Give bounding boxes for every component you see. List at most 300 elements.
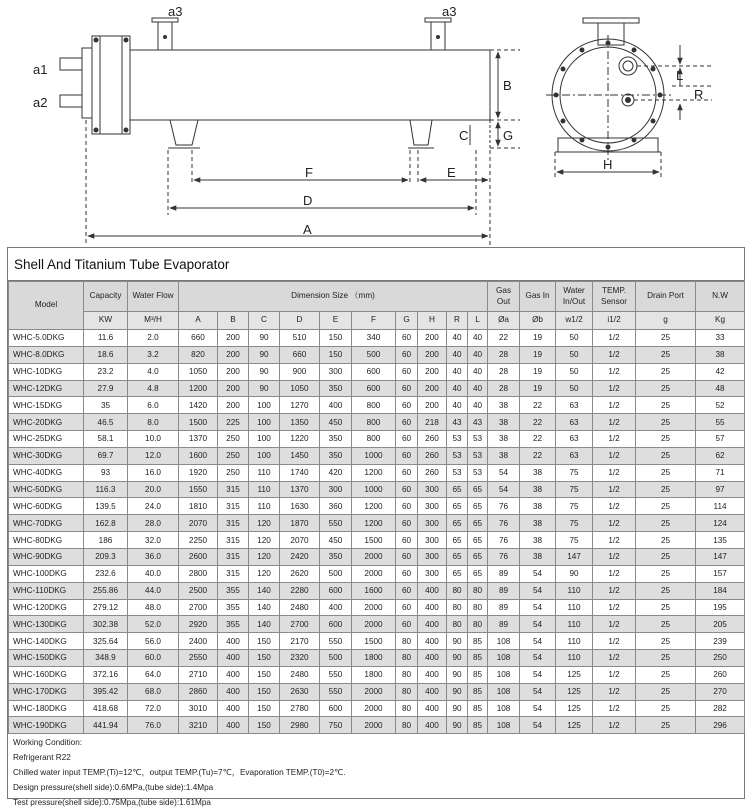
model-cell: WHC-120DKG [9,599,84,616]
table-cell: 90 [249,330,280,347]
table-row [9,565,745,582]
model-cell: WHC-10DKG [9,363,84,380]
table-cell: 90 [447,700,468,717]
model-cell: WHC-150DKG [9,650,84,667]
table-cell: 800 [352,397,396,414]
table-cell: 2000 [352,700,396,717]
table-cell: 57 [696,431,745,448]
subheader-cell: H [418,312,447,330]
subheader-cell: G [396,312,418,330]
table-cell: 550 [320,683,352,700]
table-cell: 40 [447,363,468,380]
table-cell: 500 [352,346,396,363]
table-cell: 108 [488,700,520,717]
label-a1: a1 [33,62,48,77]
table-row [9,717,745,734]
note-line: Refrigerant R22 [13,753,71,763]
table-cell: 125 [556,683,593,700]
table-cell: 1810 [179,498,218,515]
table-cell: 8.0 [128,414,179,431]
table-cell: 3.2 [128,346,179,363]
table-cell: 550 [320,515,352,532]
table-cell: 2000 [352,683,396,700]
table-cell: 38 [520,532,556,549]
table-cell: 108 [488,717,520,734]
table-cell: 10.0 [128,431,179,448]
table-cell: 80 [396,666,418,683]
table-cell: 2700 [179,599,218,616]
header-water-inout: Water In/Out [556,282,593,312]
table-cell: 400 [218,633,249,650]
table-row [9,683,745,700]
table-cell: 750 [320,717,352,734]
table-cell: 40 [468,330,488,347]
table-cell: 63 [556,431,593,448]
table-row [9,599,745,616]
table-cell: 2000 [352,548,396,565]
table-cell: 28 [488,346,520,363]
model-cell: WHC-110DKG [9,582,84,599]
table-cell: 150 [249,700,280,717]
table-cell: 360 [320,498,352,515]
table-cell: 1/2 [593,414,636,431]
table-cell: 300 [418,548,447,565]
header-temp-sensor: TEMP. Sensor [593,282,636,312]
table-row [9,447,745,464]
table-cell: 90 [249,346,280,363]
table-cell: 43 [468,414,488,431]
model-cell: WHC-40DKG [9,464,84,481]
subheader-cell: w1/2 [556,312,593,330]
table-cell: 296 [696,717,745,734]
table-cell: 400 [418,582,447,599]
table-cell: 1/2 [593,515,636,532]
table-cell: 80 [447,616,468,633]
table-body [9,330,745,734]
table-cell: 80 [447,582,468,599]
table-cell: 150 [320,330,352,347]
table-cell: 40 [447,346,468,363]
table-cell: 40 [447,397,468,414]
model-cell: WHC-5.0DKG [9,330,84,347]
table-row [9,481,745,498]
table-cell: 820 [179,346,218,363]
label-E: E [447,165,456,180]
table-cell: 315 [218,548,249,565]
table-cell: 65 [447,548,468,565]
table-cell: 1600 [179,447,218,464]
table-cell: 250 [218,447,249,464]
working-condition-notes [8,734,744,810]
table-cell: 53 [447,464,468,481]
table-cell: 400 [218,700,249,717]
table-cell: 150 [249,633,280,650]
table-cell: 2800 [179,565,218,582]
table-cell: 24.0 [128,498,179,515]
table-cell: 38 [520,498,556,515]
table-cell: 660 [179,330,218,347]
table-cell: 800 [352,431,396,448]
table-cell: 1370 [280,481,320,498]
table-cell: 225 [218,414,249,431]
label-a3-right: a3 [442,4,457,19]
table-cell: 302.38 [84,616,128,633]
table-cell: 1/2 [593,666,636,683]
table-cell: 108 [488,666,520,683]
header-model: Model [9,282,84,330]
table-cell: 54 [520,666,556,683]
table-row [9,363,745,380]
table-cell: 38 [488,414,520,431]
table-cell: 80 [468,616,488,633]
table-cell: 3010 [179,700,218,717]
table-cell: 40.0 [128,565,179,582]
label-A: A [303,222,312,237]
table-cell: 52 [696,397,745,414]
table-cell: 1220 [280,431,320,448]
table-cell: 100 [249,414,280,431]
table-cell: 60 [396,330,418,347]
table-cell: 2480 [280,599,320,616]
table-cell: 205 [696,616,745,633]
table-cell: 260 [418,464,447,481]
table-cell: 315 [218,481,249,498]
table-cell: 1/2 [593,498,636,515]
table-cell: 50 [556,346,593,363]
table-cell: 260 [696,666,745,683]
table-cell: 16.0 [128,464,179,481]
table-cell: 80 [396,650,418,667]
table-cell: 1350 [280,414,320,431]
table-row [9,582,745,599]
table-cell: 140 [249,582,280,599]
table-cell: 22 [520,447,556,464]
table-cell: 60 [396,565,418,582]
table-cell: 25 [636,414,696,431]
table-cell: 2620 [280,565,320,582]
table-cell: 60 [396,380,418,397]
table-cell: 36.0 [128,548,179,565]
table-cell: 184 [696,582,745,599]
table-cell: 1200 [352,498,396,515]
table-cell: 65 [468,565,488,582]
subheader-cell: D [280,312,320,330]
table-cell: 23.2 [84,363,128,380]
table-cell: 1/2 [593,633,636,650]
table-cell: 54 [488,464,520,481]
table-cell: 50 [556,363,593,380]
table-row [9,346,745,363]
table-cell: 38 [520,548,556,565]
model-cell: WHC-50DKG [9,481,84,498]
model-cell: WHC-80DKG [9,532,84,549]
table-cell: 2630 [280,683,320,700]
table-cell: 325.64 [84,633,128,650]
subheader-cell: Kg [696,312,745,330]
table-cell: 355 [218,616,249,633]
table-cell: 3210 [179,717,218,734]
table-cell: 75 [556,481,593,498]
table-cell: 315 [218,532,249,549]
table-cell: 65 [468,498,488,515]
model-cell: WHC-160DKG [9,666,84,683]
table-cell: 550 [320,666,352,683]
table-cell: 270 [696,683,745,700]
model-cell: WHC-25DKG [9,431,84,448]
table-cell: 80 [447,599,468,616]
table-cell: 1/2 [593,717,636,734]
table-cell: 150 [249,666,280,683]
table-cell: 510 [280,330,320,347]
table-row [9,515,745,532]
table-cell: 300 [418,565,447,582]
table-cell: 100 [249,431,280,448]
table-cell: 90 [556,565,593,582]
table-cell: 110 [556,650,593,667]
table-cell: 1/2 [593,616,636,633]
model-cell: WHC-8.0DKG [9,346,84,363]
table-cell: 500 [320,650,352,667]
table-cell: 1450 [280,447,320,464]
table-cell: 19 [520,380,556,397]
table-cell: 200 [418,363,447,380]
table-cell: 28 [488,380,520,397]
table-cell: 660 [280,346,320,363]
table-cell: 100 [249,397,280,414]
table-cell: 90 [249,363,280,380]
table-cell: 55 [696,414,745,431]
table-cell: 65 [447,481,468,498]
table-cell: 1000 [352,447,396,464]
table-cell: 75 [556,464,593,481]
table-row [9,700,745,717]
table-cell: 1200 [352,515,396,532]
table-cell: 1/2 [593,700,636,717]
table-row [9,616,745,633]
table-cell: 600 [320,582,352,599]
table-cell: 85 [468,700,488,717]
model-cell: WHC-30DKG [9,447,84,464]
table-cell: 65 [468,532,488,549]
table-cell: 2780 [280,700,320,717]
label-H: H [603,157,613,172]
table-cell: 33 [696,330,745,347]
table-cell: 75 [556,532,593,549]
table-cell: 25 [636,683,696,700]
table-cell: 2000 [352,616,396,633]
table-cell: 600 [320,616,352,633]
table-cell: 35 [84,397,128,414]
table-cell: 60 [396,464,418,481]
table-cell: 300 [418,532,447,549]
table-cell: 53 [468,464,488,481]
table-cell: 186 [84,532,128,549]
table-cell: 25 [636,380,696,397]
table-cell: 120 [249,532,280,549]
table-cell: 19 [520,330,556,347]
header-gas-in: Gas In [520,282,556,312]
table-cell: 315 [218,498,249,515]
table-cell: 60 [396,346,418,363]
table-cell: 76 [488,548,520,565]
table-title: Shell And Titanium Tube Evaporator [8,248,744,281]
table-cell: 200 [218,397,249,414]
table-cell: 139.5 [84,498,128,515]
table-cell: 209.3 [84,548,128,565]
table-cell: 2250 [179,532,218,549]
table-cell: 260 [418,447,447,464]
label-D: D [303,193,313,208]
table-cell: 80 [396,717,418,734]
subheader-cell: Øb [520,312,556,330]
table-cell: 38 [520,481,556,498]
table-cell: 40 [447,330,468,347]
table-cell: 2070 [179,515,218,532]
table-cell: 85 [468,717,488,734]
table-cell: 250 [218,431,249,448]
table-cell: 25 [636,447,696,464]
table-cell: 1630 [280,498,320,515]
table-cell: 420 [320,464,352,481]
table-cell: 6.0 [128,397,179,414]
table-cell: 282 [696,700,745,717]
table-row [9,633,745,650]
table-cell: 1/2 [593,650,636,667]
label-G: G [503,128,514,143]
table-cell: 450 [320,532,352,549]
model-cell: WHC-12DKG [9,380,84,397]
table-cell: 400 [218,717,249,734]
table-cell: 1/2 [593,346,636,363]
label-F: F [305,165,313,180]
table-cell: 48.0 [128,599,179,616]
table-cell: 19 [520,346,556,363]
table-cell: 18.6 [84,346,128,363]
table-cell: 400 [418,666,447,683]
table-cell: 418.68 [84,700,128,717]
label-R: R [694,87,704,102]
table-cell: 93 [84,464,128,481]
table-cell: 60 [396,397,418,414]
table-cell: 441.94 [84,717,128,734]
table-cell: 60 [396,447,418,464]
table-cell: 65 [447,532,468,549]
table-cell: 300 [320,481,352,498]
table-cell: 22 [520,431,556,448]
table-cell: 1200 [179,380,218,397]
table-cell: 125 [556,700,593,717]
table-cell: 800 [352,414,396,431]
table-cell: 60 [396,363,418,380]
table-cell: 110 [249,464,280,481]
table-cell: 1/2 [593,582,636,599]
table-cell: 11.6 [84,330,128,347]
table-cell: 400 [418,599,447,616]
table-cell: 1050 [179,363,218,380]
table-cell: 2860 [179,683,218,700]
label-a2: a2 [33,95,48,110]
table-cell: 135 [696,532,745,549]
note-line: Design pressure(shell side):0.6MPa,(tube side):1.4Mpa [13,783,214,793]
table-cell: 90 [447,633,468,650]
table-row [9,397,745,414]
table-cell: 53 [447,447,468,464]
table-cell: 162.8 [84,515,128,532]
table-cell: 25 [636,363,696,380]
table-cell: 900 [280,363,320,380]
table-cell: 54 [488,481,520,498]
table-cell: 90 [447,683,468,700]
table-cell: 125 [556,666,593,683]
table-row [9,650,745,667]
table-cell: 200 [418,397,447,414]
table-cell: 340 [352,330,396,347]
label-B: B [503,78,512,93]
table-cell: 65 [447,515,468,532]
subheader-cell: g [636,312,696,330]
table-cell: 1550 [179,481,218,498]
table-cell: 140 [249,599,280,616]
table-cell: 38 [696,346,745,363]
table-cell: 38 [488,397,520,414]
header-water-flow: Water Flow [128,282,179,312]
table-cell: 4.8 [128,380,179,397]
table-cell: 63 [556,447,593,464]
table-cell: 355 [218,599,249,616]
table-cell: 350 [320,447,352,464]
table-cell: 62 [696,447,745,464]
table-cell: 550 [320,633,352,650]
table-cell: 75 [556,498,593,515]
table-cell: 54 [520,599,556,616]
table-row [9,464,745,481]
table-cell: 89 [488,616,520,633]
table-cell: 300 [320,363,352,380]
table-cell: 300 [418,481,447,498]
table-cell: 232.6 [84,565,128,582]
table-cell: 80 [396,683,418,700]
table-cell: 85 [468,650,488,667]
table-cell: 110 [249,498,280,515]
table-cell: 1000 [352,481,396,498]
table-cell: 255.86 [84,582,128,599]
table-cell: 54 [520,565,556,582]
table-cell: 1/2 [593,431,636,448]
model-cell: WHC-140DKG [9,633,84,650]
label-L: L [676,68,684,83]
model-cell: WHC-170DKG [9,683,84,700]
model-cell: WHC-190DKG [9,717,84,734]
table-cell: 1500 [352,532,396,549]
table-cell: 1270 [280,397,320,414]
table-cell: 1/2 [593,548,636,565]
table-cell: 80 [396,633,418,650]
subheader-cell: i1/2 [593,312,636,330]
table-cell: 2000 [352,599,396,616]
table-cell: 2280 [280,582,320,599]
table-cell: 355 [218,582,249,599]
table-cell: 1/2 [593,363,636,380]
table-cell: 40 [468,380,488,397]
table-cell: 400 [418,683,447,700]
table-cell: 125 [556,717,593,734]
table-cell: 450 [320,414,352,431]
table-cell: 1/2 [593,397,636,414]
subheader-row [9,312,745,330]
table-cell: 54 [520,717,556,734]
subheader-cell: E [320,312,352,330]
table-cell: 2400 [179,633,218,650]
